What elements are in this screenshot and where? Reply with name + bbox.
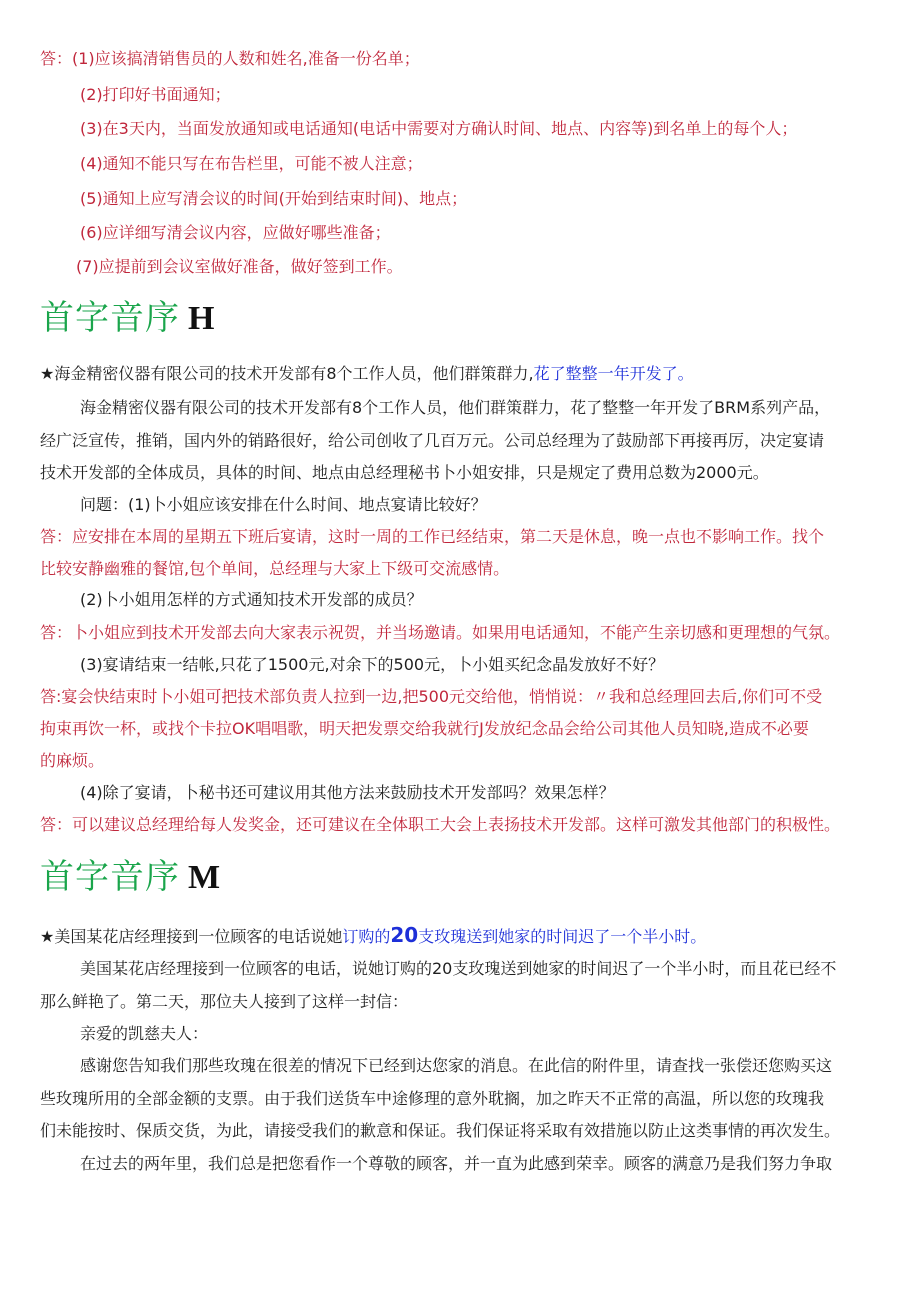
section-m-title	[40, 924, 706, 948]
letter-salutation: 亲爱的凯慈夫人：	[80, 1024, 209, 1043]
answer-1-line-1: 答：应安排在本周的星期五下班后宴请，这时一周的工作已经结束，第二天是休息，晚一点也不影响工作。找个	[40, 527, 825, 546]
paragraph-line: 海金精密仪器有限公司的技术开发部有8个工作人员，他们群策群力，花了整整一年开发了BRM系列产品，	[80, 398, 831, 417]
heading-text: 首字音序	[40, 857, 180, 897]
title-highlight: 花了整整一年开发了。	[533, 364, 694, 383]
heading-letter: H	[188, 300, 215, 337]
answer-item-6: (6)应详细写清会议内容，应做好哪些准备；	[80, 223, 391, 242]
title-highlight-b: 支玫瑰送到她家的时间迟了一个半小时。	[418, 927, 707, 946]
answer-item-4: (4)通知不能只写在布告栏里，可能不被人注意；	[80, 154, 423, 173]
answer-4: 答：可以建议总经理给每人发奖金，还可建议在全体职工大会上表扬技术开发部。这样可激发其他部门的积极性。	[40, 815, 841, 834]
title-highlight-number: 20	[390, 923, 419, 947]
answer-2: 答：卜小姐应到技术开发部去向大家表示祝贺，并当场邀请。如果用电话通知，不能产生亲切感和更理想的气氛。	[40, 623, 841, 642]
heading-letter: M	[188, 859, 221, 896]
heading-text: 首字音序	[40, 298, 180, 338]
answer-1-line-2: 比较安静幽雅的餐馆,包个单间，总经理与大家上下级可交流感情。	[40, 559, 510, 578]
answer-item-3: (3)在3天内，当面发放通知或电话通知(电话中需要对方确认时间、地点、内容等)到名单上的每个人；	[80, 119, 798, 138]
title-prefix: ★海金精密仪器有限公司的技术开发部有8个工作人员，他们群策群力,	[40, 364, 534, 383]
answer-item-1: 答：(1)应该搞清销售员的人数和姓名,准备一份名单；	[40, 49, 420, 68]
section-h-title	[40, 363, 694, 385]
paragraph-line: 经广泛宣传，推销，国内外的销路很好，给公司创收了几百万元。公司总经理为了鼓励部下再接再厉，决定宴请	[40, 431, 825, 450]
question-3: (3)宴请结束一结帐,只花了1500元,对余下的500元，卜小姐买纪念晶发放好不好？	[80, 655, 665, 674]
answer-3-line-3: 的麻烦。	[40, 751, 105, 770]
answer-item-5: (5)通知上应写清会议的时间(开始到结束时间)、地点；	[80, 189, 468, 208]
question-4: (4)除了宴请，卜秘书还可建议用其他方法来鼓励技术开发部吗？效果怎样？	[80, 783, 615, 802]
section-heading-h	[40, 293, 214, 349]
answer-item-7: (7)应提前到会议室做好准备，做好签到工作。	[76, 257, 403, 276]
title-prefix: ★美国某花店经理接到一位顾客的电话说她	[40, 927, 343, 946]
letter-line: 们未能按时、保质交货，为此，请接受我们的歉意和保证。我们保证将采取有效措施以防止这类事情的再次发生。	[40, 1121, 841, 1140]
answer-3-line-1: 答:宴会快结束时卜小姐可把技术部负责人拉到一边,把500元交给他，悄悄说：〃我和总经理回去后,你们可不受	[40, 687, 823, 706]
paragraph-line: 技术开发部的全体成员，具体的时间、地点由总经理秘书卜小姐安排，只是规定了费用总数为2000元。	[40, 463, 769, 482]
answer-item-2: (2)打印好书面通知；	[80, 85, 231, 104]
letter-line: 在过去的两年里，我们总是把您看作一个尊敬的顾客，并一直为此感到荣幸。顾客的满意乃是我们努力争取	[80, 1154, 833, 1173]
letter-line: 感谢您告知我们那些玫瑰在很差的情况下已经到达您家的消息。在此信的附件里，请查找一张偿还您购买这	[80, 1056, 833, 1075]
letter-line: 些玫瑰所用的全部金额的支票。由于我们送货车中途修理的意外耽搁，加之昨天不正常的高温，所以您的玫瑰我	[40, 1089, 825, 1108]
question-2: (2)卜小姐用怎样的方式通知技术开发部的成员？	[80, 590, 423, 609]
answer-3-line-2: 拘束再饮一杯，或找个卡拉OK唱唱歌，明天把发票交给我就行J发放纪念品会给公司其他人员知晓,造成不必要	[40, 719, 809, 738]
question-1: 问题：(1)卜小姐应该安排在什么时间、地点宴请比较好？	[80, 495, 487, 514]
title-highlight-a: 订购的	[342, 927, 391, 946]
paragraph-line: 美国某花店经理接到一位顾客的电话，说她订购的20支玫瑰送到她家的时间迟了一个半小时，而且花已经不	[80, 959, 837, 978]
section-heading-m	[40, 852, 220, 908]
paragraph-line: 那么鲜艳了。第二天，那位夫人接到了这样一封信：	[40, 992, 409, 1011]
